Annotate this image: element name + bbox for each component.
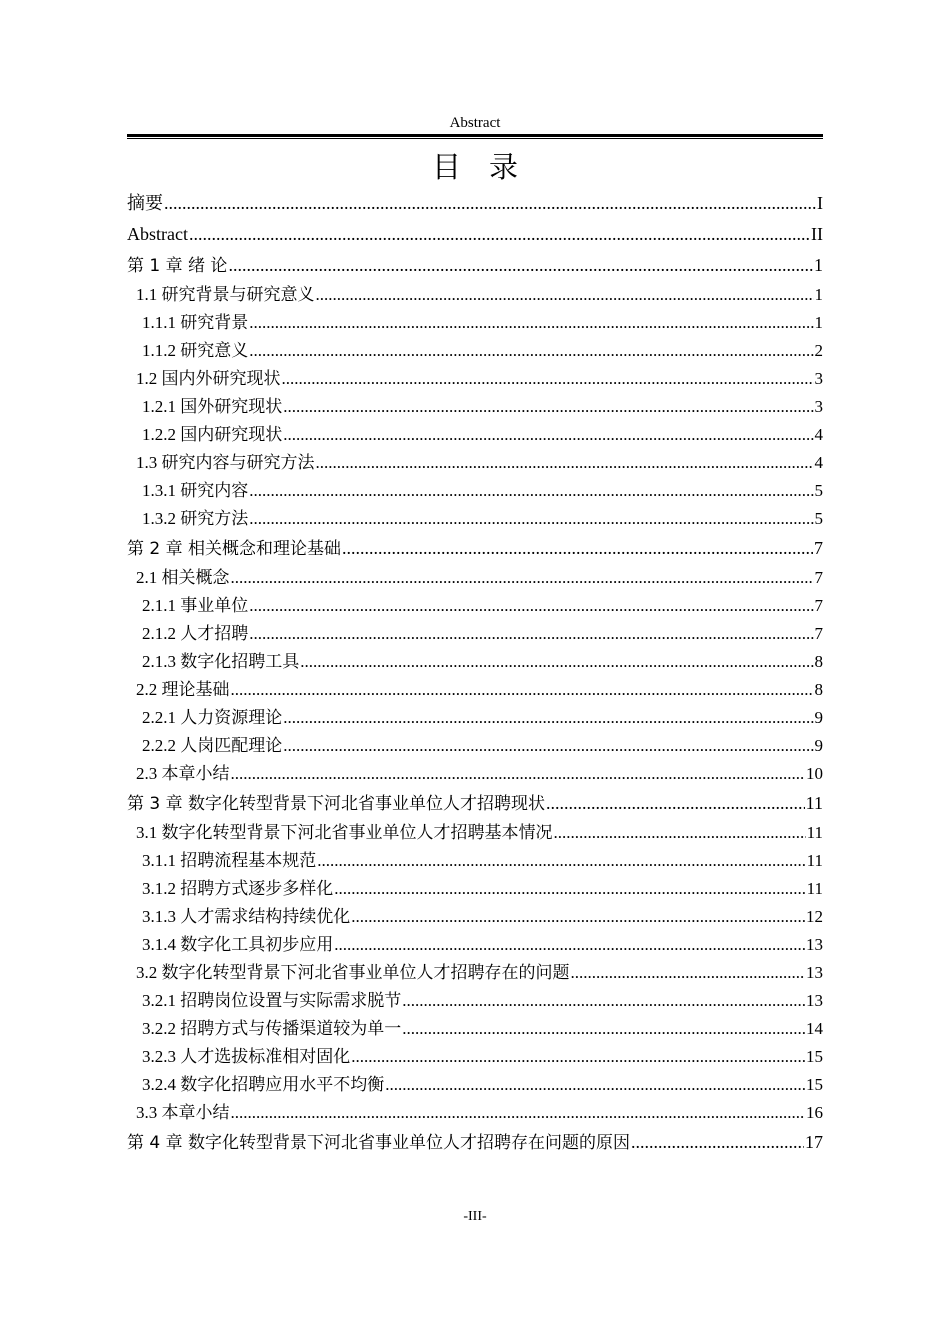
toc-entry-title: 第 2 章 相关概念和理论基础 — [127, 539, 342, 559]
toc-entry-page: 14 — [806, 1019, 823, 1038]
toc-entry-title: 3.1 数字化转型背景下河北省事业单位人才招聘基本情况 — [136, 823, 553, 842]
toc-dot-leader — [231, 1099, 806, 1127]
toc-dot-leader — [228, 250, 813, 281]
toc-dot-leader — [554, 819, 806, 847]
toc-entry-page: 1 — [814, 313, 823, 332]
toc-entry-title: 1.3.2 研究方法 — [142, 509, 249, 528]
toc-entry[interactable] — [127, 365, 823, 393]
toc-entry-page: 12 — [806, 907, 823, 926]
toc-entry-page: 3 — [814, 397, 823, 416]
toc-entry-title: 1.1.1 研究背景 — [142, 313, 249, 332]
toc-entry-title: 1.1.2 研究意义 — [142, 341, 249, 360]
toc-entry[interactable] — [127, 564, 823, 592]
toc-entry-title: 3.2.4 数字化招聘应用水平不均衡 — [142, 1075, 385, 1094]
toc-entry[interactable] — [127, 592, 823, 620]
toc-dot-leader — [283, 704, 813, 732]
toc-entry-title: 1.2 国内外研究现状 — [136, 369, 281, 388]
toc-entry-title: 第 4 章 数字化转型背景下河北省事业单位人才招聘存在问题的原因 — [127, 1133, 631, 1153]
toc-entry-page: 11 — [805, 793, 823, 813]
toc-dot-leader — [231, 760, 806, 788]
page-title: 目录 — [431, 150, 546, 184]
toc-entry[interactable] — [127, 219, 823, 250]
toc-entry-title: 3.1.4 数字化工具初步应用 — [142, 935, 334, 954]
toc-entry-page: 2 — [814, 341, 823, 360]
toc-entry[interactable] — [127, 337, 823, 365]
toc-entry-title: 1.1 研究背景与研究意义 — [136, 285, 315, 304]
toc-entry[interactable] — [127, 477, 823, 505]
toc-dot-leader — [283, 421, 813, 449]
toc-entry-page: 15 — [806, 1075, 823, 1094]
toc-entry-page: 13 — [806, 991, 823, 1010]
toc-entry-title: 第 3 章 数字化转型背景下河北省事业单位人才招聘现状 — [127, 794, 546, 814]
toc-entry[interactable] — [127, 309, 823, 337]
toc-entry[interactable] — [127, 819, 823, 847]
toc-entry-title: 3.2 数字化转型背景下河北省事业单位人才招聘存在的问题 — [136, 963, 570, 982]
toc-entry[interactable] — [127, 421, 823, 449]
toc-entry[interactable] — [127, 281, 823, 309]
toc-entry-title: 2.2 理论基础 — [136, 680, 230, 699]
toc-entry-page: 11 — [806, 851, 823, 870]
toc-entry-page: 7 — [814, 596, 823, 615]
header-rule-thin — [127, 138, 823, 139]
toc-entry-page: 13 — [806, 935, 823, 954]
toc-dot-leader — [249, 505, 813, 533]
toc-dot-leader — [231, 676, 814, 704]
toc-entry-title: 3.1.3 人才需求结构持续优化 — [142, 907, 351, 926]
toc-dot-leader — [283, 732, 813, 760]
toc-entry-page: 1 — [814, 285, 823, 304]
toc-entry-page: 16 — [806, 1103, 823, 1122]
toc-dot-leader — [249, 620, 813, 648]
toc-dot-leader — [342, 533, 813, 564]
toc-entry-page: 8 — [814, 680, 823, 699]
toc-entry-page: 5 — [814, 481, 823, 500]
toc-entry-title: 3.2.1 招聘岗位设置与实际需求脱节 — [142, 991, 402, 1010]
toc-dot-leader — [351, 903, 805, 931]
toc-entry-title: 1.3.1 研究内容 — [142, 481, 249, 500]
toc-dot-leader — [402, 987, 805, 1015]
toc-entry-title: 2.2.2 人岗匹配理论 — [142, 736, 283, 755]
toc-entry-page: 7 — [814, 538, 823, 558]
toc-entry-title: 2.1.1 事业单位 — [142, 596, 249, 615]
toc-entry[interactable] — [127, 903, 823, 931]
toc-entry-page: 1 — [814, 255, 823, 275]
toc-entry-title: 第 1 章 绪 论 — [127, 256, 228, 276]
header-rule-thick — [127, 134, 823, 137]
toc-entry[interactable] — [127, 732, 823, 760]
toc-dot-leader — [571, 959, 806, 987]
toc-entry[interactable] — [127, 676, 823, 704]
toc-entry-title: 3.3 本章小结 — [136, 1103, 230, 1122]
toc-entry-title: 1.2.2 国内研究现状 — [142, 425, 283, 444]
toc-entry[interactable] — [127, 393, 823, 421]
toc-entry-title: 2.1.2 人才招聘 — [142, 624, 249, 643]
toc-dot-leader — [282, 365, 814, 393]
toc-entry-page: 10 — [806, 764, 823, 783]
toc-entry[interactable] — [127, 847, 823, 875]
toc-entry[interactable] — [127, 449, 823, 477]
toc-entry-title: Abstract — [127, 224, 188, 244]
toc-entry[interactable] — [127, 704, 823, 732]
toc-dot-leader — [189, 219, 810, 250]
toc-entry-page: 3 — [814, 369, 823, 388]
toc-entry-page: I — [817, 193, 823, 213]
toc-entry[interactable] — [127, 760, 823, 788]
toc-entry[interactable] — [127, 1015, 823, 1043]
toc-entry-title: 1.3 研究内容与研究方法 — [136, 453, 315, 472]
toc-entry[interactable] — [127, 533, 823, 564]
toc-entry[interactable] — [127, 620, 823, 648]
toc-dot-leader — [334, 931, 805, 959]
toc-entry-title: 2.2.1 人力资源理论 — [142, 708, 283, 727]
toc-entry-title: 3.1.1 招聘流程基本规范 — [142, 851, 317, 870]
toc-dot-leader — [351, 1043, 805, 1071]
toc-entry[interactable] — [127, 648, 823, 676]
toc-entry-page: 11 — [806, 879, 823, 898]
toc-dot-leader — [300, 648, 813, 676]
toc-entry-page: 9 — [814, 736, 823, 755]
toc-dot-leader — [249, 337, 813, 365]
toc-dot-leader — [164, 188, 816, 219]
toc-entry-title: 3.2.2 招聘方式与传播渠道较为单一 — [142, 1019, 402, 1038]
toc-entry[interactable] — [127, 1071, 823, 1099]
toc-entry[interactable] — [127, 188, 823, 219]
toc-entry-page: 5 — [814, 509, 823, 528]
toc-entry-title: 2.1.3 数字化招聘工具 — [142, 652, 300, 671]
toc-entry-title: 1.2.1 国外研究现状 — [142, 397, 283, 416]
toc-dot-leader — [402, 1015, 805, 1043]
toc-entry[interactable] — [127, 931, 823, 959]
toc-entry-page: 7 — [814, 624, 823, 643]
toc-dot-leader — [283, 393, 813, 421]
page-number: -III- — [463, 1209, 487, 1224]
toc-entry[interactable] — [127, 959, 823, 987]
toc-dot-leader — [631, 1127, 804, 1158]
toc-dot-leader — [334, 875, 805, 903]
toc-entry-page: 11 — [806, 823, 823, 842]
toc-entry[interactable] — [127, 987, 823, 1015]
toc-entry[interactable] — [127, 1127, 823, 1158]
toc-entry[interactable] — [127, 1043, 823, 1071]
toc-entry-page: 17 — [805, 1132, 823, 1152]
toc-entry[interactable] — [127, 875, 823, 903]
toc-entry-page: II — [811, 224, 823, 244]
toc-entry-page: 9 — [814, 708, 823, 727]
toc-dot-leader — [231, 564, 814, 592]
toc-dot-leader — [249, 592, 813, 620]
toc-entry-title: 2.3 本章小结 — [136, 764, 230, 783]
toc-entry[interactable] — [127, 505, 823, 533]
toc-entry-page: 13 — [806, 963, 823, 982]
toc-entry-title: 3.1.2 招聘方式逐步多样化 — [142, 879, 334, 898]
toc-dot-leader — [385, 1071, 805, 1099]
toc-entry-page: 4 — [814, 453, 823, 472]
toc-entry-page: 8 — [814, 652, 823, 671]
toc-entry-title: 摘要 — [127, 193, 163, 213]
toc-entry-title: 3.2.3 人才选拔标准相对固化 — [142, 1047, 351, 1066]
table-of-contents — [127, 188, 823, 1158]
toc-dot-leader — [316, 281, 814, 309]
toc-entry-page: 15 — [806, 1047, 823, 1066]
toc-entry-page: 4 — [814, 425, 823, 444]
toc-dot-leader — [249, 309, 813, 337]
running-header: Abstract — [449, 115, 501, 131]
toc-dot-leader — [317, 847, 805, 875]
toc-entry[interactable] — [127, 1099, 823, 1127]
toc-dot-leader — [316, 449, 814, 477]
toc-entry-title: 2.1 相关概念 — [136, 568, 230, 587]
toc-dot-leader — [249, 477, 813, 505]
toc-entry-page: 7 — [814, 568, 823, 587]
toc-entry[interactable] — [127, 788, 823, 819]
toc-dot-leader — [546, 788, 805, 819]
toc-entry[interactable] — [127, 250, 823, 281]
